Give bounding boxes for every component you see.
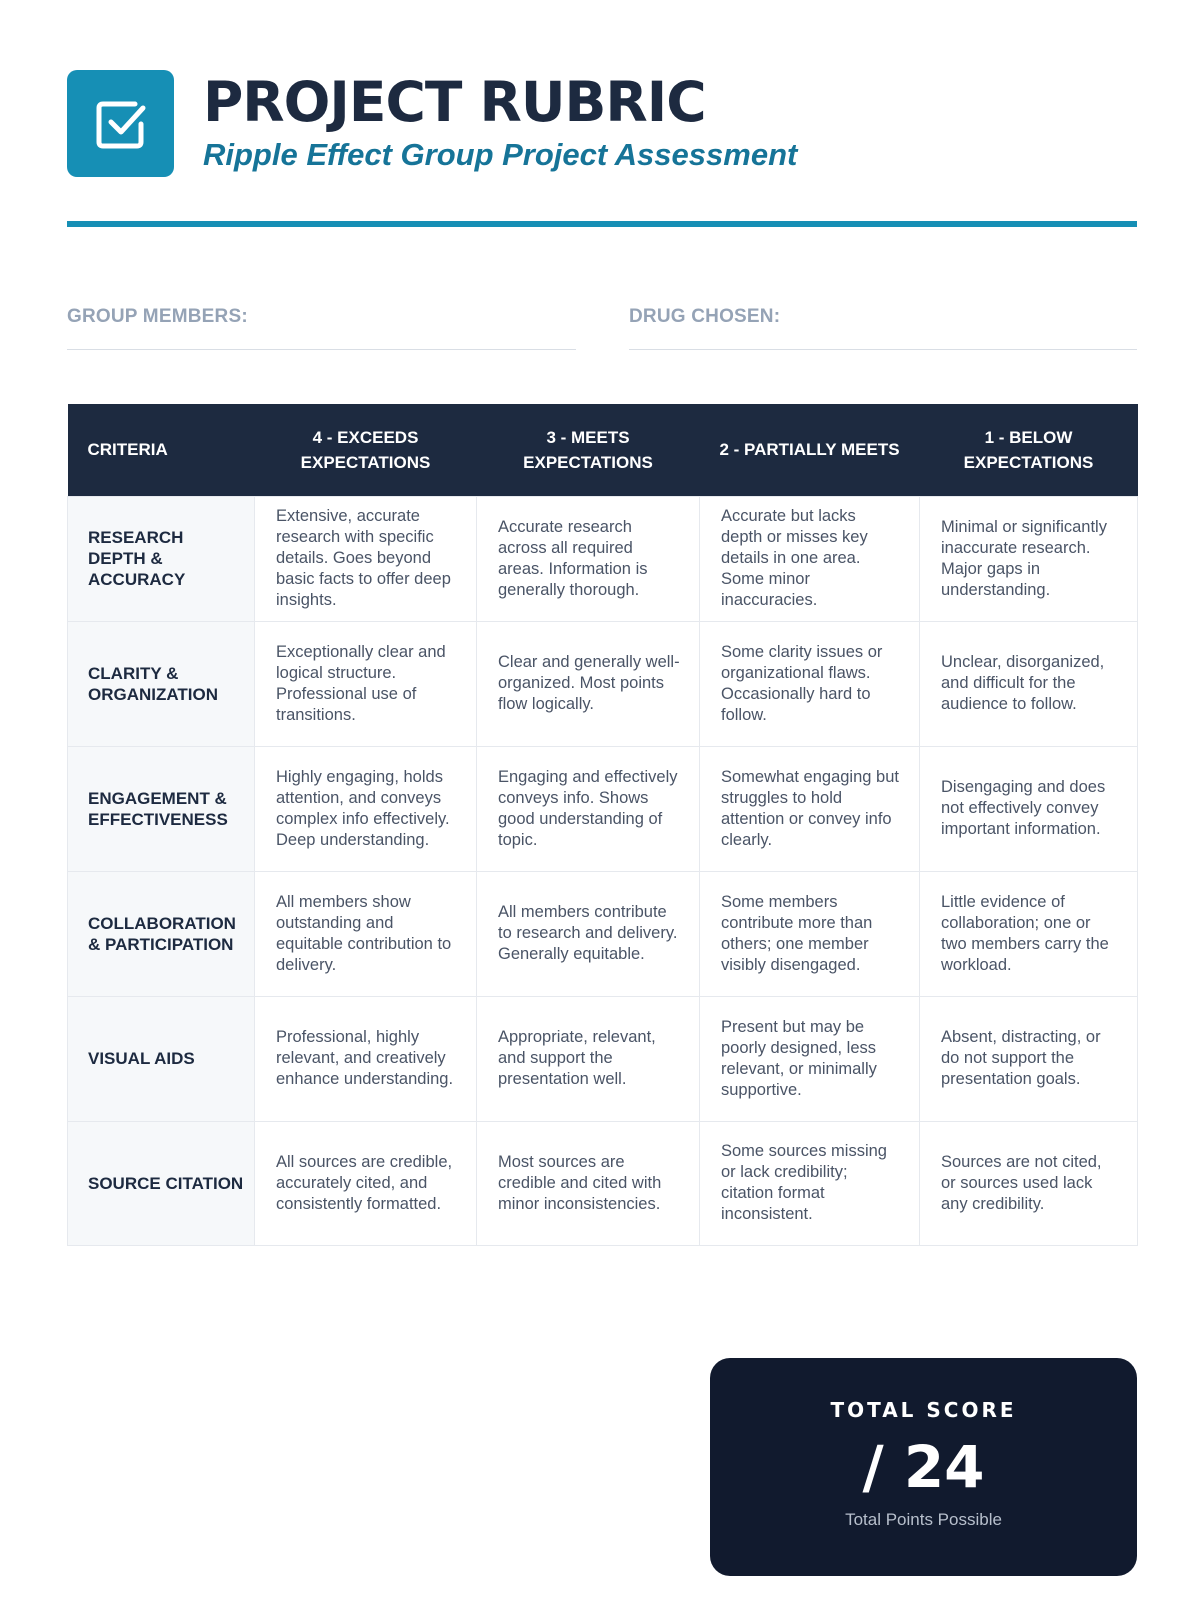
table-row <box>68 1121 1138 1245</box>
header <box>67 70 797 177</box>
rubric-cell: Disengaging and does not effectively convey important information. <box>920 746 1138 871</box>
rubric-cell: All sources are credible, accurately cited, and consistently formatted. <box>255 1121 477 1245</box>
rubric-cell: Somewhat engaging but struggles to hold attention or convey info clearly. <box>700 746 920 871</box>
rubric-table <box>67 404 1138 1246</box>
header-titles <box>203 70 797 174</box>
total-score-box <box>710 1358 1137 1576</box>
table-row <box>68 996 1138 1121</box>
header-divider <box>67 221 1137 227</box>
rubric-cell: Some sources missing or lack credibility; citation format inconsistent. <box>700 1121 920 1245</box>
total-score-label: TOTAL SCORE <box>830 1398 1017 1422</box>
criteria-cell: ENGAGEMENT & EFFECTIVENESS <box>68 746 255 871</box>
rubric-cell: Absent, distracting, or do not support the presentation goals. <box>920 996 1138 1121</box>
rubric-cell: Some clarity issues or organizational flaws. Occasionally hard to follow. <box>700 621 920 746</box>
rubric-cell: Minimal or significantly inaccurate research. Major gaps in understanding. <box>920 496 1138 621</box>
criteria-cell: RESEARCH DEPTH & ACCURACY <box>68 496 255 621</box>
table-row <box>68 746 1138 871</box>
rubric-cell: Clear and generally well-organized. Most points flow logically. <box>477 621 700 746</box>
criteria-cell: SOURCE CITATION <box>68 1121 255 1245</box>
drug-chosen-label: DRUG CHOSEN: <box>629 306 781 327</box>
table-header-row <box>68 404 1138 496</box>
rubric-cell: Most sources are credible and cited with minor inconsistencies. <box>477 1121 700 1245</box>
rubric-cell: Sources are not cited, or sources used lack any credibility. <box>920 1121 1138 1245</box>
total-score-caption: Total Points Possible <box>845 1510 1002 1529</box>
criteria-cell: COLLABORATION & PARTICIPATION <box>68 871 255 996</box>
checkbox-icon <box>67 70 174 177</box>
drug-chosen-field[interactable] <box>629 306 1137 350</box>
column-header-exceeds: 4 - EXCEEDS EXPECTATIONS <box>255 404 477 496</box>
page-subtitle: Ripple Effect Group Project Assessment <box>203 137 798 172</box>
rubric-cell: Professional, highly relevant, and creatively enhance understanding. <box>255 996 477 1121</box>
rubric-cell: Highly engaging, holds attention, and conveys complex info effectively. Deep understanding. <box>255 746 477 871</box>
rubric-cell: Exceptionally clear and logical structure. Professional use of transitions. <box>255 621 477 746</box>
total-score-value: / 24 <box>862 1433 985 1501</box>
rubric-cell: Engaging and effectively conveys info. Shows good understanding of topic. <box>477 746 700 871</box>
table-row <box>68 496 1138 621</box>
group-members-label: GROUP MEMBERS: <box>67 306 248 327</box>
rubric-cell: Present but may be poorly designed, less relevant, or minimally supportive. <box>700 996 920 1121</box>
column-header-below: 1 - BELOW EXPECTATIONS <box>920 404 1138 496</box>
rubric-cell: Unclear, disorganized, and difficult for the audience to follow. <box>920 621 1138 746</box>
criteria-cell: VISUAL AIDS <box>68 996 255 1121</box>
group-members-field[interactable] <box>67 306 576 350</box>
criteria-cell: CLARITY & ORGANIZATION <box>68 621 255 746</box>
column-header-meets: 3 - MEETS EXPECTATIONS <box>477 404 700 496</box>
page-title: PROJECT RUBRIC <box>203 70 706 134</box>
rubric-cell: Accurate but lacks depth or misses key details in one area. Some minor inaccuracies. <box>700 496 920 621</box>
table-row <box>68 621 1138 746</box>
column-header-criteria: CRITERIA <box>68 404 255 496</box>
column-header-partially: 2 - PARTIALLY MEETS <box>700 404 920 496</box>
rubric-cell: Some members contribute more than others; one member visibly disengaged. <box>700 871 920 996</box>
rubric-cell: Appropriate, relevant, and support the presentation well. <box>477 996 700 1121</box>
rubric-cell: All members show outstanding and equitable contribution to delivery. <box>255 871 477 996</box>
table-row <box>68 871 1138 996</box>
rubric-cell: Extensive, accurate research with specific details. Goes beyond basic facts to offer deep insights. <box>255 496 477 621</box>
rubric-cell: All members contribute to research and delivery. Generally equitable. <box>477 871 700 996</box>
rubric-cell: Little evidence of collaboration; one or two members carry the workload. <box>920 871 1138 996</box>
rubric-cell: Accurate research across all required areas. Information is generally thorough. <box>477 496 700 621</box>
